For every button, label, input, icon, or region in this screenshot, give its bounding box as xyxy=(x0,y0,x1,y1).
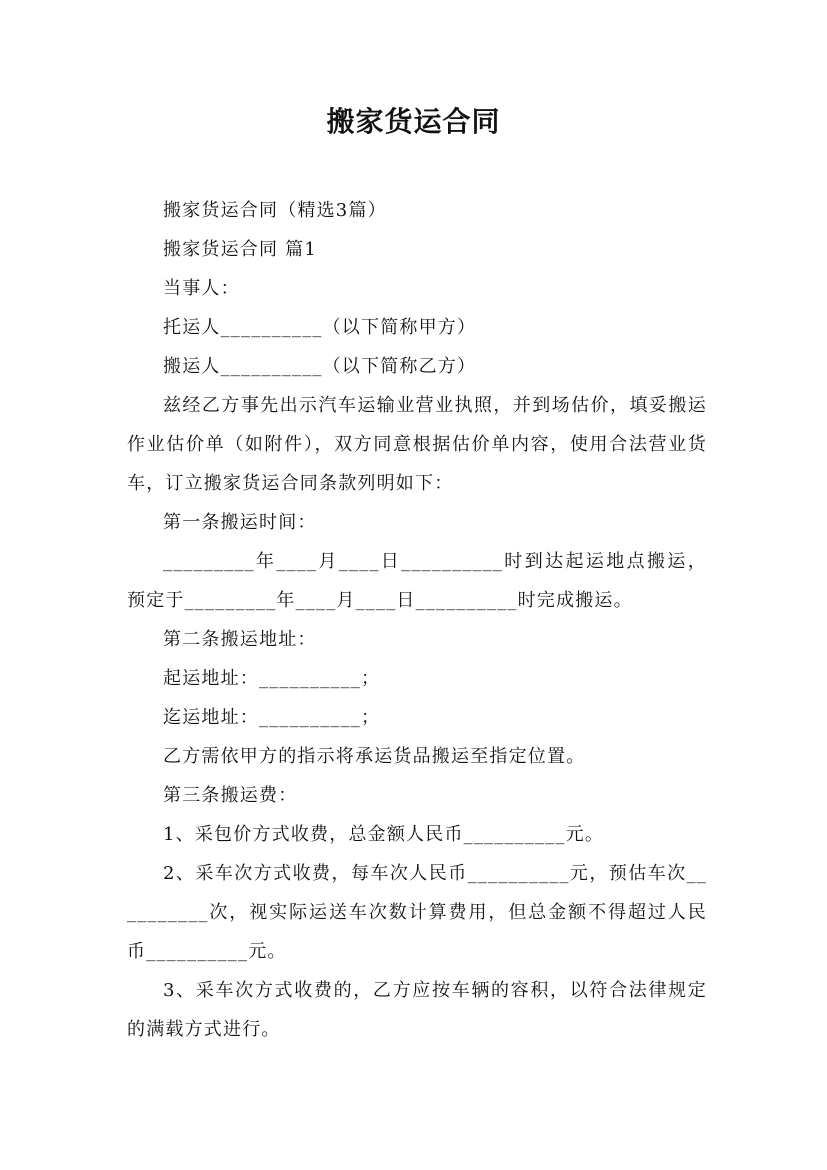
parties-label: 当事人： xyxy=(163,278,240,299)
intro-paragraph: 兹经乙方事先出示汽车运输业营业执照，并到场估价，填妥搬运作业估价单（如附件），双方同意根据估价单内容，使用合法营业货车，订立搬家货运合同条款列明如下： xyxy=(127,395,707,494)
article-1-heading: 第一条搬运时间： xyxy=(163,512,317,533)
fee-clause-2: 2、采车次方式收费，每车次人民币__________元，预估车次__________次，视实际运送车次数计算费用，但总金额不得超过人民币__________元。 xyxy=(127,863,707,962)
origin-address-line: 起运地址：__________； xyxy=(163,668,381,689)
fee-clause-3: 3、采车次方式收费的，乙方应按车辆的容积，以符合法律规定的满载方式进行。 xyxy=(127,980,707,1040)
subtitle-paragraph: 搬家货运合同（精选3篇） xyxy=(163,200,387,221)
carrier-line: 搬运人__________（以下简称乙方） xyxy=(163,356,477,377)
shipper-line: 托运人__________（以下简称甲方） xyxy=(163,317,477,338)
destination-address-line: 迄运地址：__________； xyxy=(163,707,381,728)
article-2-heading: 第二条搬运地址： xyxy=(163,629,317,650)
fee-clause-1: 1、采包价方式收费，总金额人民币__________元。 xyxy=(163,824,605,845)
section-heading: 搬家货运合同 篇1 xyxy=(163,239,317,260)
article-1-content: _________年____月____日__________时到达起运地点搬运，预定于_________年____月____日__________时完成搬运。 xyxy=(127,551,707,611)
article-2-content: 乙方需依甲方的指示将承运货品搬运至指定位置。 xyxy=(163,746,586,767)
article-3-heading: 第三条搬运费： xyxy=(163,785,298,806)
document-title: 搬家货运合同 xyxy=(326,105,501,138)
document-body xyxy=(127,191,707,1049)
